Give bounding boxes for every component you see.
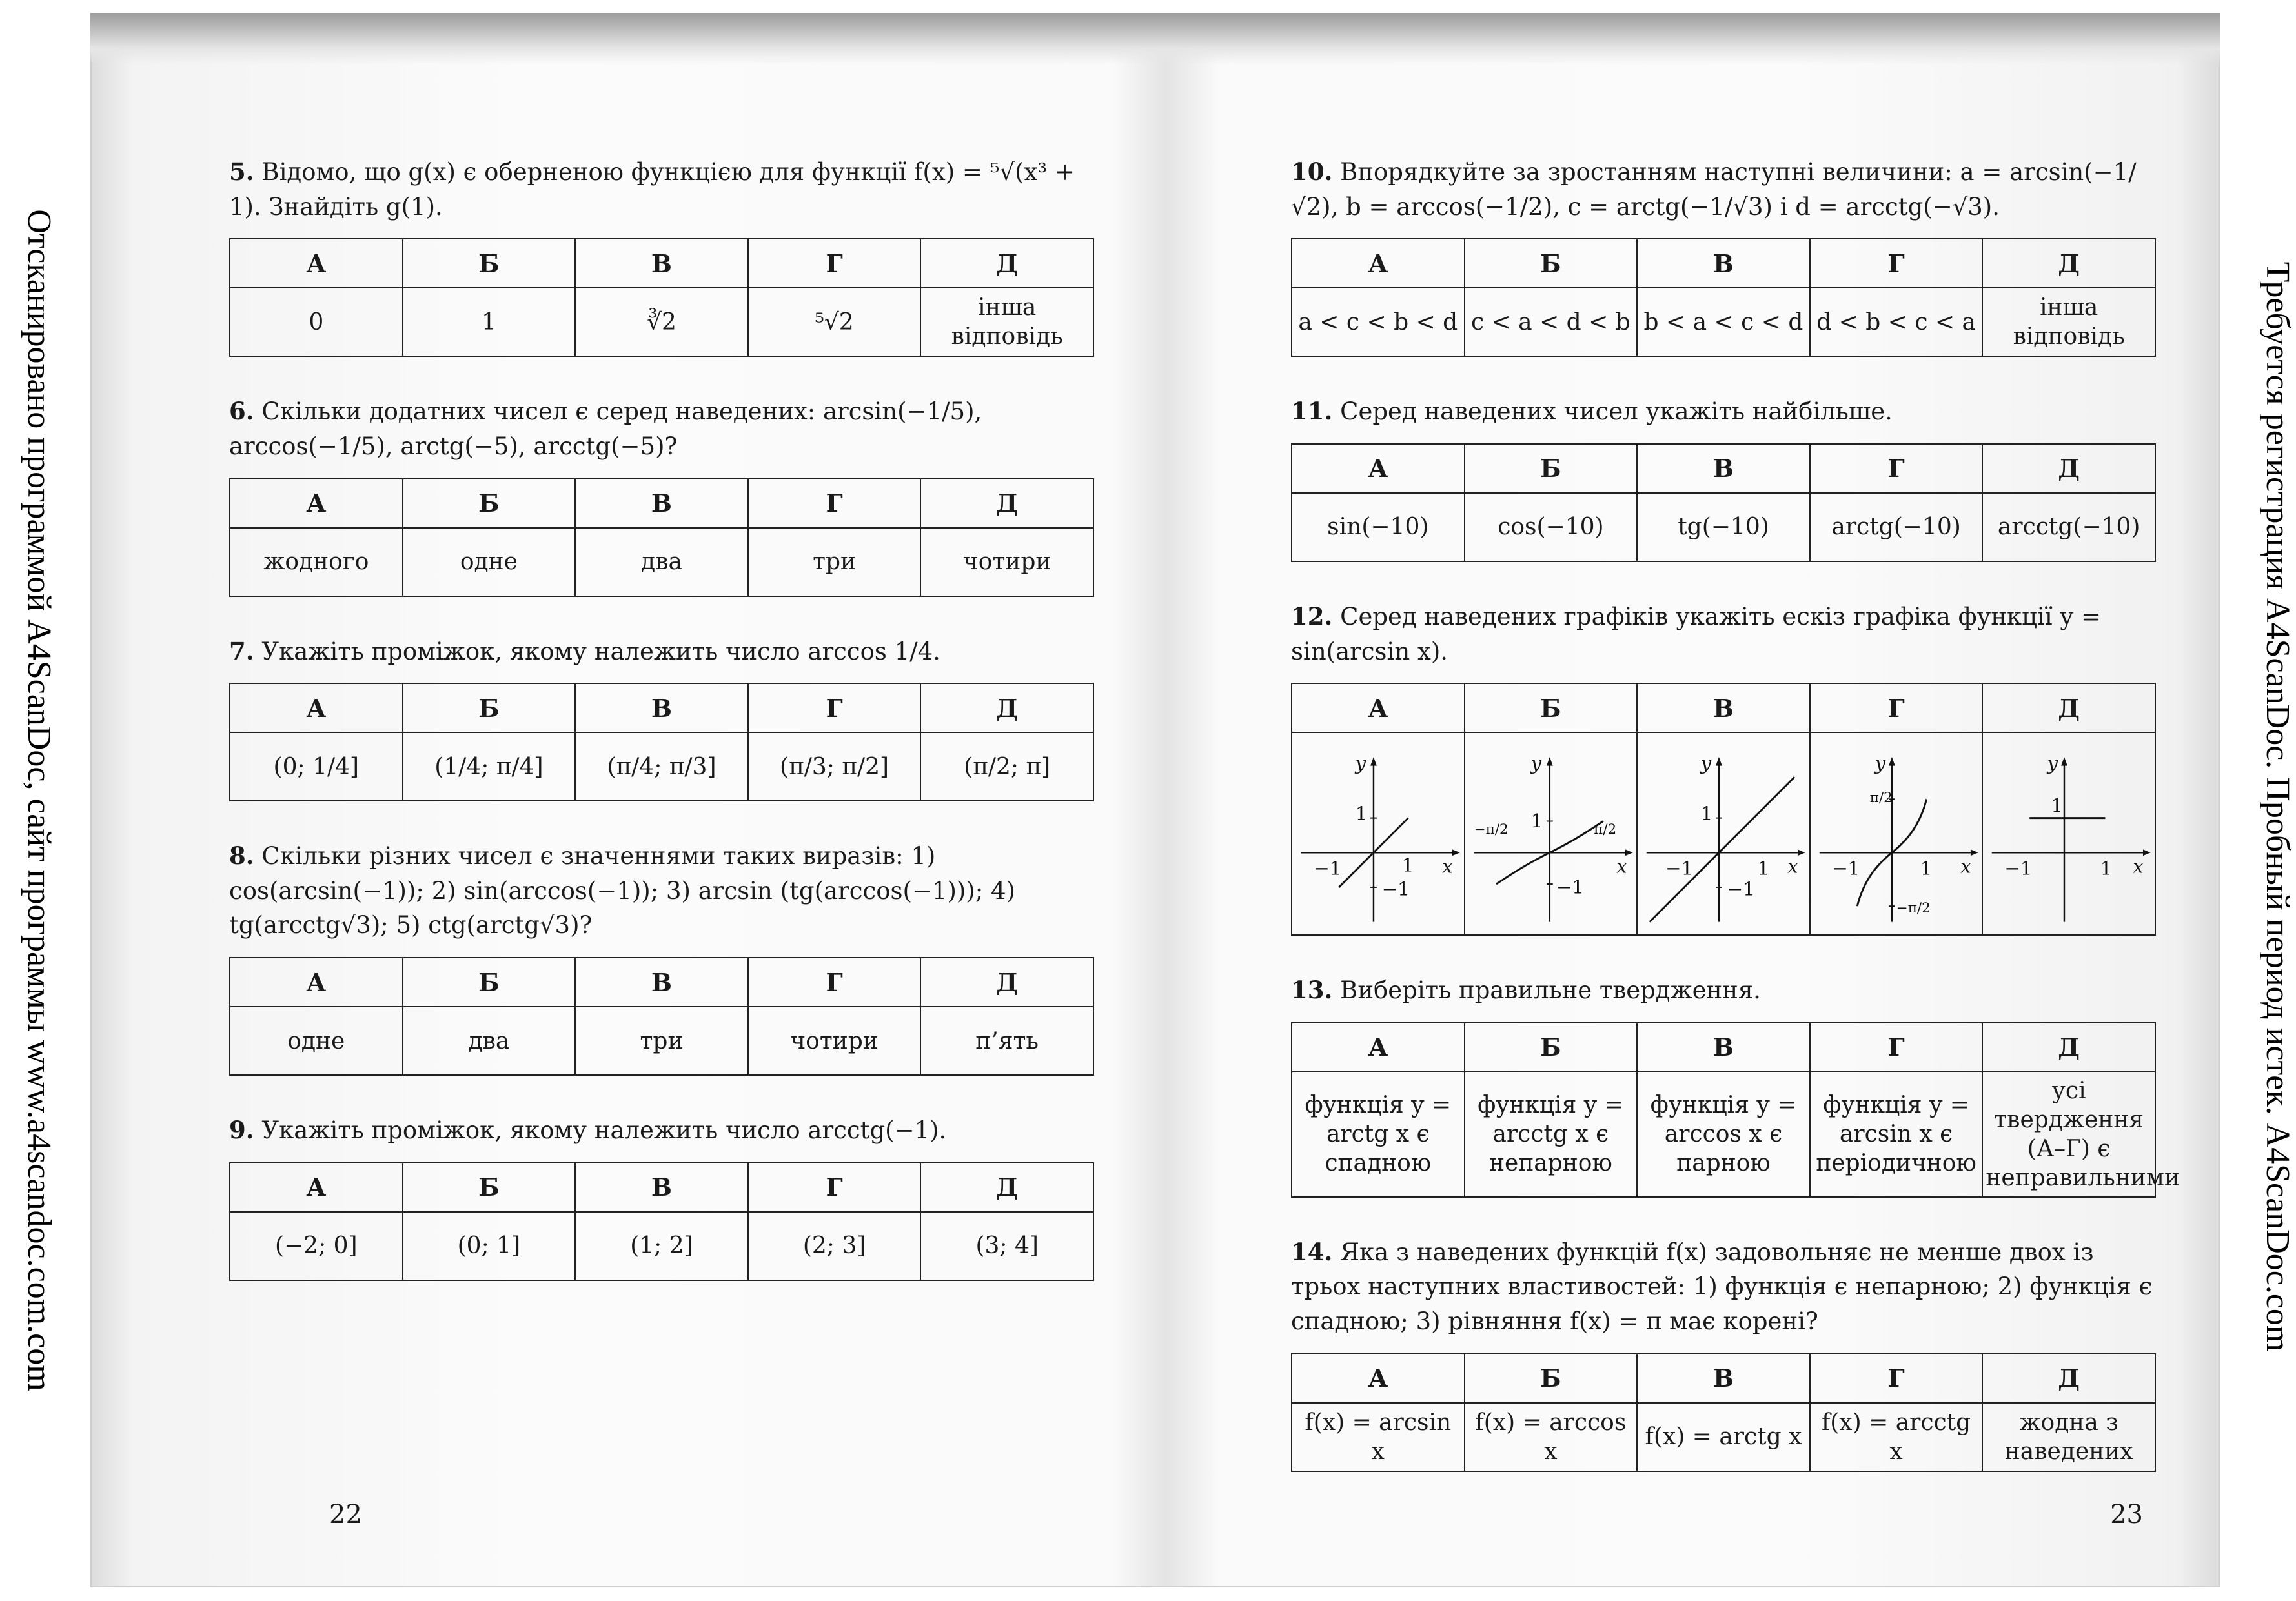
graph-g <box>1813 737 1980 931</box>
question-12 <box>1291 599 2156 669</box>
option-d-header: Д <box>1982 1354 2155 1403</box>
tick-label: 1 <box>2100 857 2113 880</box>
y-axis-label: y <box>1700 752 1712 774</box>
option-b-header: Б <box>403 683 576 732</box>
question-14 <box>1291 1235 2156 1339</box>
answer-cell: c < a < d < b <box>1465 288 1638 356</box>
question-13 <box>1291 973 2156 1008</box>
answer-cell: інша відповідь <box>920 288 1093 356</box>
answer-cell: arctg(−10) <box>1810 493 1983 561</box>
tick-label: 1 <box>1700 802 1713 825</box>
option-a-header: А <box>230 683 403 732</box>
answer-table-13 <box>1291 1022 2180 1198</box>
tick-label: −1 <box>2004 857 2033 880</box>
tick-label: −1 <box>1556 876 1584 898</box>
book-spread <box>90 13 2220 1587</box>
graph-a <box>1295 737 1461 931</box>
graph-v <box>1640 737 1807 931</box>
option-d-header: Д <box>1982 1023 2155 1072</box>
tick-label: 1 <box>1920 857 1933 880</box>
answer-table-9 <box>229 1162 1094 1281</box>
answer-cell: одне <box>403 528 576 596</box>
answer-cell: жодна з наведених <box>1982 1403 2155 1471</box>
answer-cell: одне <box>230 1007 403 1075</box>
graph-cell-a <box>1292 732 1465 935</box>
tick-label: 1 <box>2051 794 2064 817</box>
answer-cell: 1 <box>403 288 576 356</box>
tick-label: 1 <box>1757 857 1770 880</box>
question-text: Яка з наведених функцій f(x) задовольняє не менше двох із трьох наступних властивостей: 1) функція є непарною; 2) функція є спадною; 3) рівняння f(x) = π має корені? <box>1291 1238 2153 1336</box>
graph-cell-d <box>1982 732 2155 935</box>
option-a-header: А <box>230 958 403 1007</box>
answer-cell: інша відповідь <box>1982 288 2155 356</box>
x-axis-label: x <box>1616 855 1627 878</box>
answer-cell: (−2; 0] <box>230 1212 403 1280</box>
tick-label: π/2 <box>1593 821 1616 838</box>
answer-cell: b < a < c < d <box>1637 288 1810 356</box>
option-g-header: Г <box>1810 683 1983 732</box>
option-b-header: Б <box>403 479 576 528</box>
question-text: Серед наведених чисел укажіть найбільше. <box>1340 398 1893 426</box>
page-number-left: 22 <box>329 1500 362 1529</box>
tick-label: π/2 <box>1869 790 1893 807</box>
x-axis-label: x <box>1960 855 1971 878</box>
option-v-header: В <box>1637 444 1810 493</box>
question-10 <box>1291 155 2156 224</box>
tick-label: −1 <box>1381 878 1410 900</box>
graph-d <box>1986 737 2152 931</box>
option-v-header: В <box>575 479 748 528</box>
option-v-header: В <box>575 958 748 1007</box>
answer-table-8 <box>229 957 1094 1076</box>
answer-cell: (1/4; π/4] <box>403 732 576 801</box>
y-axis-label: y <box>1355 752 1366 774</box>
option-d-header: Д <box>920 958 1093 1007</box>
answer-cell: два <box>403 1007 576 1075</box>
answer-cell: 0 <box>230 288 403 356</box>
answer-cell: три <box>575 1007 748 1075</box>
question-number: 9. <box>229 1116 254 1145</box>
answer-table-12 <box>1291 683 2156 936</box>
option-g-header: Г <box>1810 1023 1983 1072</box>
option-g-header: Г <box>748 1163 921 1212</box>
watermark-right: Требуется регистрация A4ScanDoc. Пробный период истек. A4ScanDoc.com <box>2259 261 2296 1352</box>
answer-table-6 <box>229 478 1094 597</box>
answer-cell: жодного <box>230 528 403 596</box>
option-g-header: Г <box>748 479 921 528</box>
question-number: 5. <box>229 157 254 186</box>
option-a-header: А <box>230 479 403 528</box>
question-number: 10. <box>1291 157 1333 186</box>
tick-label: −1 <box>1314 857 1342 880</box>
option-a-header: А <box>1292 1023 1465 1072</box>
answer-cell: ∛2 <box>575 288 748 356</box>
option-d-header: Д <box>1982 444 2155 493</box>
answer-cell: a < c < b < d <box>1292 288 1465 356</box>
option-g-header: Г <box>748 683 921 732</box>
question-text: Відомо, що g(x) є оберненою функцією для функції f(x) = ⁵√(x³ + 1). Знайдіть g(1). <box>229 158 1075 221</box>
answer-cell: усі твердження (А–Г) є неправильними <box>1982 1072 2155 1197</box>
x-axis-label: x <box>2133 855 2144 878</box>
answer-table-7 <box>229 683 1094 801</box>
option-a-header: А <box>230 239 403 288</box>
option-g-header: Г <box>748 958 921 1007</box>
answer-cell: f(x) = arccos x <box>1465 1403 1638 1471</box>
option-v-header: В <box>1637 1354 1810 1403</box>
answer-cell: три <box>748 528 921 596</box>
option-b-header: Б <box>1465 1354 1638 1403</box>
option-a-header: А <box>1292 444 1465 493</box>
answer-cell: функція y = arctg x є спадною <box>1292 1072 1465 1197</box>
answer-cell: (π/3; π/2] <box>748 732 921 801</box>
answer-cell: (π/4; π/3] <box>575 732 748 801</box>
question-text: Скільки додатних чисел є серед наведених: arcsin(−1/5), arccos(−1/5), arctg(−5), arcctg(−5)? <box>229 398 982 460</box>
option-b-header: Б <box>1465 239 1638 288</box>
tick-label: 1 <box>1355 802 1368 825</box>
question-9 <box>229 1113 1094 1148</box>
tick-label: 1 <box>1401 854 1414 876</box>
question-number: 12. <box>1291 601 1333 630</box>
question-number: 14. <box>1291 1237 1333 1266</box>
tick-label: 1 <box>1530 810 1543 832</box>
option-g-header: Г <box>1810 444 1983 493</box>
option-a-header: А <box>1292 239 1465 288</box>
question-6 <box>229 394 1094 463</box>
question-11 <box>1291 394 2156 429</box>
question-text: Впорядкуйте за зростанням наступні величини: a = arcsin(−1/√2), b = arccos(−1/2), c = arctg(−1/√3) і d = arcctg(−√3). <box>1291 158 2137 221</box>
tick-label: −1 <box>1665 857 1694 880</box>
answer-cell: два <box>575 528 748 596</box>
right-page <box>1291 155 2180 1509</box>
graph-cell-g <box>1810 732 1983 935</box>
question-5 <box>229 155 1094 224</box>
option-v-header: В <box>575 683 748 732</box>
answer-cell: sin(−10) <box>1292 493 1465 561</box>
question-text: Укажіть проміжок, якому належить число arcctg(−1). <box>261 1116 947 1145</box>
option-a-header: А <box>230 1163 403 1212</box>
y-axis-label: y <box>2047 752 2058 774</box>
option-b-header: Б <box>1465 444 1638 493</box>
answer-table-11 <box>1291 443 2156 562</box>
option-d-header: Д <box>1982 239 2155 288</box>
answer-cell: п’ять <box>920 1007 1093 1075</box>
option-v-header: В <box>1637 239 1810 288</box>
answer-cell: f(x) = arctg x <box>1637 1403 1810 1471</box>
answer-cell: чотири <box>748 1007 921 1075</box>
question-number: 6. <box>229 397 254 426</box>
answer-cell: чотири <box>920 528 1093 596</box>
answer-cell: f(x) = arcctg x <box>1810 1403 1983 1471</box>
tick-label: −π/2 <box>1896 900 1931 917</box>
question-number: 7. <box>229 636 254 665</box>
y-axis-label: y <box>1874 752 1885 774</box>
option-v-header: В <box>575 239 748 288</box>
answer-cell: cos(−10) <box>1465 493 1638 561</box>
answer-cell: (0; 1/4] <box>230 732 403 801</box>
question-text: Виберіть правильне твердження. <box>1340 976 1761 1005</box>
option-b-header: Б <box>403 239 576 288</box>
answer-cell: (π/2; π] <box>920 732 1093 801</box>
option-d-header: Д <box>920 239 1093 288</box>
answer-table-5 <box>229 238 1094 357</box>
answer-cell: функція y = arcsin x є періодичною <box>1810 1072 1983 1197</box>
answer-cell: f(x) = arcsin x <box>1292 1403 1465 1471</box>
option-g-header: Г <box>1810 239 1983 288</box>
option-d-header: Д <box>920 479 1093 528</box>
question-text: Скільки різних чисел є значеннями таких виразів: 1) cos(arcsin(−1)); 2) sin(arccos(−1)); 3) arcsin (tg(arccos(−1))); 4) tg(arcctg√3); 5) ctg(arctg√3)? <box>229 842 1015 940</box>
graph-cell-v <box>1637 732 1810 935</box>
option-d-header: Д <box>1982 683 2155 732</box>
graph-cell-b <box>1465 732 1638 935</box>
x-axis-label: x <box>1787 855 1799 878</box>
answer-table-10 <box>1291 238 2156 357</box>
left-page <box>229 155 1094 1318</box>
graph-b <box>1468 737 1634 931</box>
option-v-header: В <box>1637 683 1810 732</box>
option-v-header: В <box>575 1163 748 1212</box>
question-number: 13. <box>1291 976 1333 1005</box>
answer-cell: arcctg(−10) <box>1982 493 2155 561</box>
question-7 <box>229 634 1094 669</box>
answer-cell: d < b < c < a <box>1810 288 1983 356</box>
answer-cell: ⁵√2 <box>748 288 921 356</box>
option-v-header: В <box>1637 1023 1810 1072</box>
tick-label: −1 <box>1727 878 1755 900</box>
option-d-header: Д <box>920 683 1093 732</box>
answer-cell: функція y = arcctg x є непарною <box>1465 1072 1638 1197</box>
answer-table-14 <box>1291 1353 2156 1472</box>
answer-cell: (0; 1] <box>403 1212 576 1280</box>
option-a-header: А <box>1292 1354 1465 1403</box>
answer-cell: (2; 3] <box>748 1212 921 1280</box>
option-b-header: Б <box>403 1163 576 1212</box>
question-number: 11. <box>1291 397 1333 426</box>
y-axis-label: y <box>1530 752 1541 774</box>
tick-label: −π/2 <box>1474 821 1509 838</box>
option-b-header: Б <box>1465 1023 1638 1072</box>
answer-cell: (3; 4] <box>920 1212 1093 1280</box>
question-text: Серед наведених графіків укажіть ескіз графіка функції y = sin(arcsin x). <box>1291 602 2102 665</box>
watermark-left: Отсканировано программой A4ScanDoc, сайт программы www.a4scandoc.com.com <box>21 209 57 1391</box>
option-a-header: А <box>1292 683 1465 732</box>
answer-cell: функція y = arccos x є парною <box>1637 1072 1810 1197</box>
option-g-header: Г <box>1810 1354 1983 1403</box>
option-b-header: Б <box>1465 683 1638 732</box>
x-axis-label: x <box>1442 855 1453 878</box>
answer-cell: tg(−10) <box>1637 493 1810 561</box>
option-g-header: Г <box>748 239 921 288</box>
answer-cell: (1; 2] <box>575 1212 748 1280</box>
question-8 <box>229 839 1094 943</box>
question-number: 8. <box>229 841 254 871</box>
tick-label: −1 <box>1832 857 1860 880</box>
page-number-right: 23 <box>2110 1500 2143 1529</box>
option-d-header: Д <box>920 1163 1093 1212</box>
option-b-header: Б <box>403 958 576 1007</box>
question-text: Укажіть проміжок, якому належить число arccos 1/4. <box>261 637 940 665</box>
